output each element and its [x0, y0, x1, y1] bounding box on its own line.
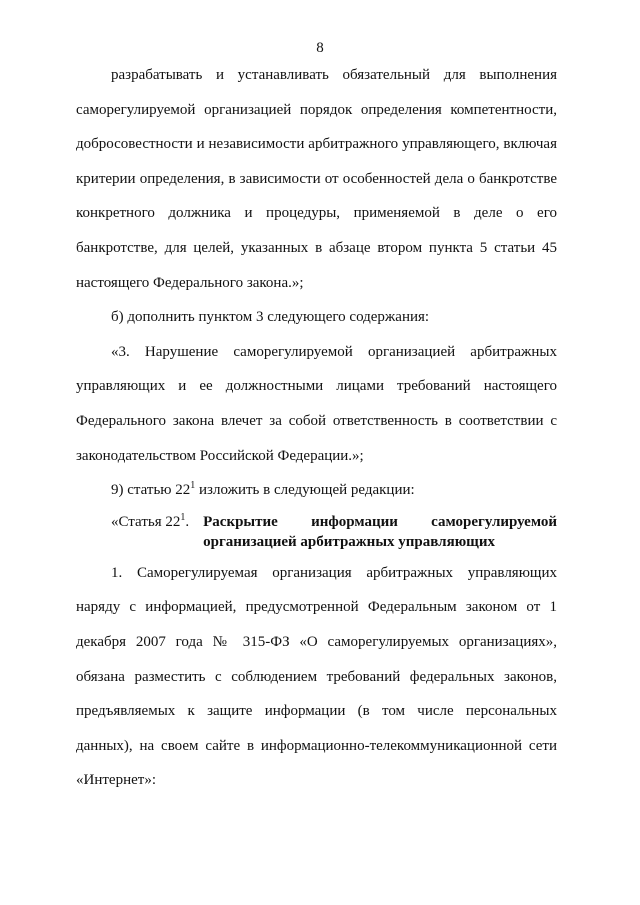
paragraph-article-point-1: 1. Саморегулируемая организация арбитражных управляющих наряду с информацией, предусмотренной Федеральным законом от 1 декабря 2007 года № 315-ФЗ «О саморегулируемых организациях», обязана разместить с соблюдением требований федеральных законов, предъявляемых к защите информации (в том числе персональных данных), на своем сайте в информационно-телекоммуникационной сети «Интернет»:	[76, 564, 557, 789]
paragraph-criteria: разрабатывать и устанавливать обязательный для выполнения саморегулируемой организацией порядок определения компетентности, добросовестности и независимости арбитражного управляющего, включая критерии определения, в зависимости от особенностей дела о банкротстве конкретного должника и процедуры, применяемой в деле о его банкротстве, для целей, указанных в абзаце втором пункта 5 статьи 45 настоящего Федерального закона.»;	[76, 67, 557, 291]
article-heading	[111, 512, 557, 552]
document-body	[76, 58, 557, 798]
article-title: Раскрытие информации саморегулируемой организацией арбитражных управляющих	[203, 513, 557, 550]
paragraph-item-b: б) дополнить пунктом 3 следующего содержания:	[111, 309, 430, 326]
paragraph-point-3: «3. Нарушение саморегулируемой организацией арбитражных управляющих и ее должностными лицами требований настоящего Федерального закона влечет за собой ответственность в соответствии с законодательством Российской Федерации.»;	[76, 343, 557, 464]
article-number: «Статья $22^1$.	[111, 511, 190, 530]
page-number: 8	[316, 40, 324, 56]
paragraph-item-9: 9) статью $22^1$ изложить в следующей редакции:	[111, 480, 415, 499]
